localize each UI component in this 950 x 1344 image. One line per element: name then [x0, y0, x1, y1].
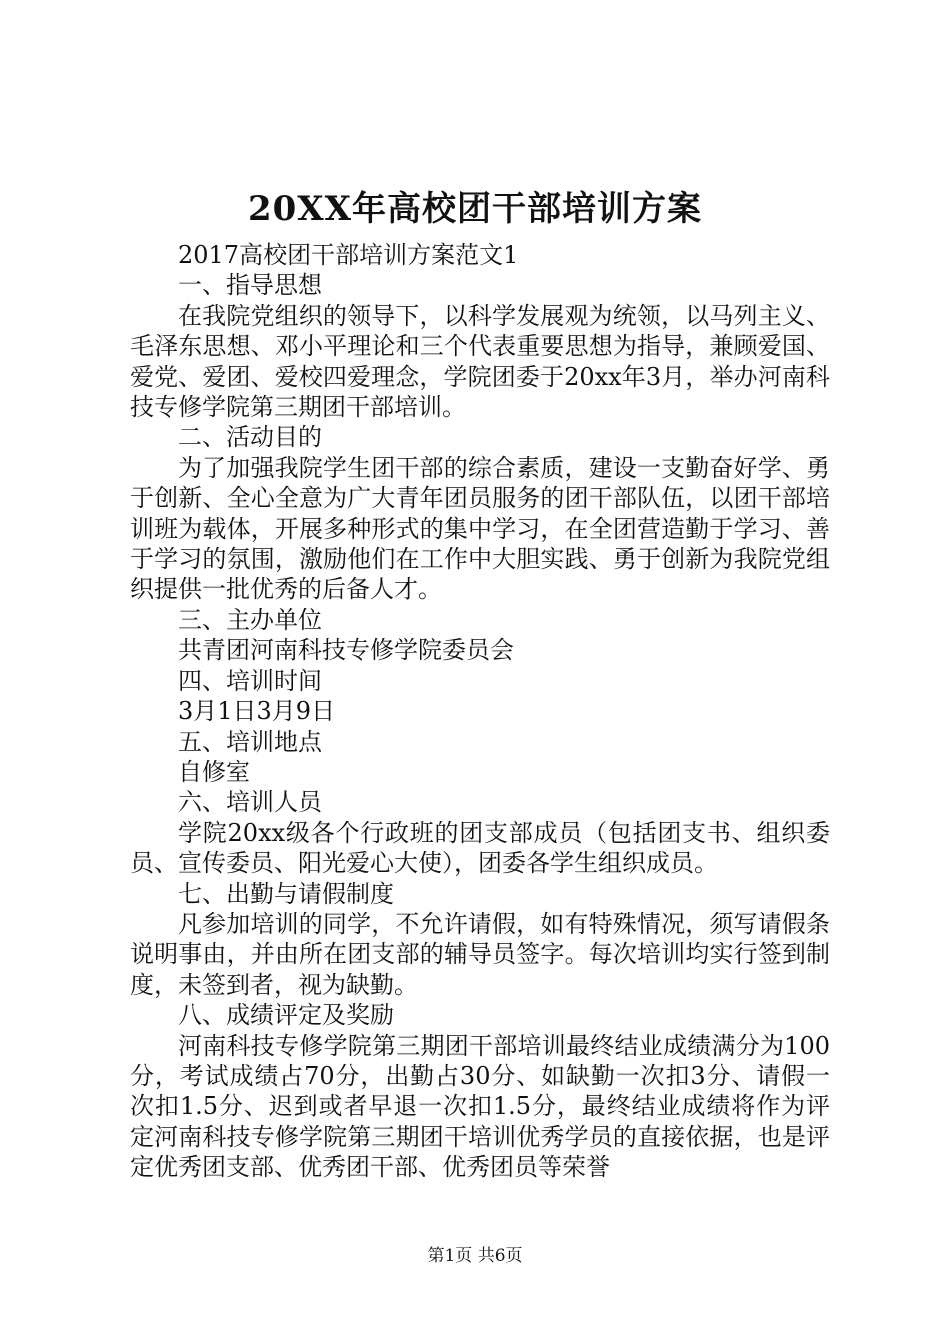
- section-heading-3: 三、主办单位: [178, 605, 322, 634]
- section-heading-5: 五、培训地点: [178, 727, 322, 756]
- section-heading-1: 一、指导思想: [178, 271, 322, 300]
- page-footer: 第1页 共6页: [427, 1246, 523, 1266]
- section-heading-8: 八、成绩评定及奖励: [178, 1001, 394, 1030]
- section-heading-7: 七、出勤与请假制度: [178, 879, 394, 908]
- section-heading-4: 四、培训时间: [178, 666, 322, 695]
- paragraph-time: 3月1日3月9日: [178, 697, 336, 726]
- document-body: [130, 240, 830, 1183]
- section-heading-2: 二、活动目的: [178, 423, 322, 452]
- document-title: 20XX年高校团干部培训方案: [247, 189, 703, 229]
- paragraph-guiding-ideology: 在我院党组织的领导下，以科学发展观为统领，以马列主义、毛泽东思想、邓小平理论和三个代表重要思想为指导，兼顾爱国、爱党、爱团、爱校四爱理念，学院团委于20xx年3月，举办河南科技专修学院第三期团干部培训。: [130, 301, 830, 422]
- section-heading-6: 六、培训人员: [178, 788, 322, 817]
- paragraph-participants: 学院20xx级各个行政班的团支部成员（包括团支书、组织委员、宣传委员、阳光爱心大使），团委各学生组织成员。: [130, 818, 830, 878]
- paragraph-purpose: 为了加强我院学生团干部的综合素质，建设一支勤奋好学、勇于创新、全心全意为广大青年团员服务的团干部队伍，以团干部培训班为载体，开展多种形式的集中学习，在全团营造勤于学习、善于学习的氛围，激励他们在工作中大胆实践、勇于创新为我院党组织提供一批优秀的后备人才。: [130, 453, 830, 604]
- paragraph-organizer: 共青团河南科技专修学院委员会: [178, 636, 514, 665]
- paragraph-attendance: 凡参加培训的同学，不允许请假，如有特殊情况，须写请假条说明事由，并由所在团支部的辅导员签字。每次培训均实行签到制度，未签到者，视为缺勤。: [130, 909, 830, 999]
- paragraph-subtitle: 2017高校团干部培训方案范文1: [178, 241, 519, 269]
- paragraph-location: 自修室: [178, 757, 250, 786]
- paragraph-grading: 河南科技专修学院第三期团干部培训最终结业成绩满分为100分，考试成绩占70分，出勤占30分、如缺勤一次扣3分、请假一次扣1.5分、迟到或者早退一次扣1.5分，最终结业成绩将作为评定河南科技专修学院第三期团干培训优秀学员的直接依据，也是评定优秀团支部、优秀团干部、优秀团员等荣誉: [130, 1031, 830, 1182]
